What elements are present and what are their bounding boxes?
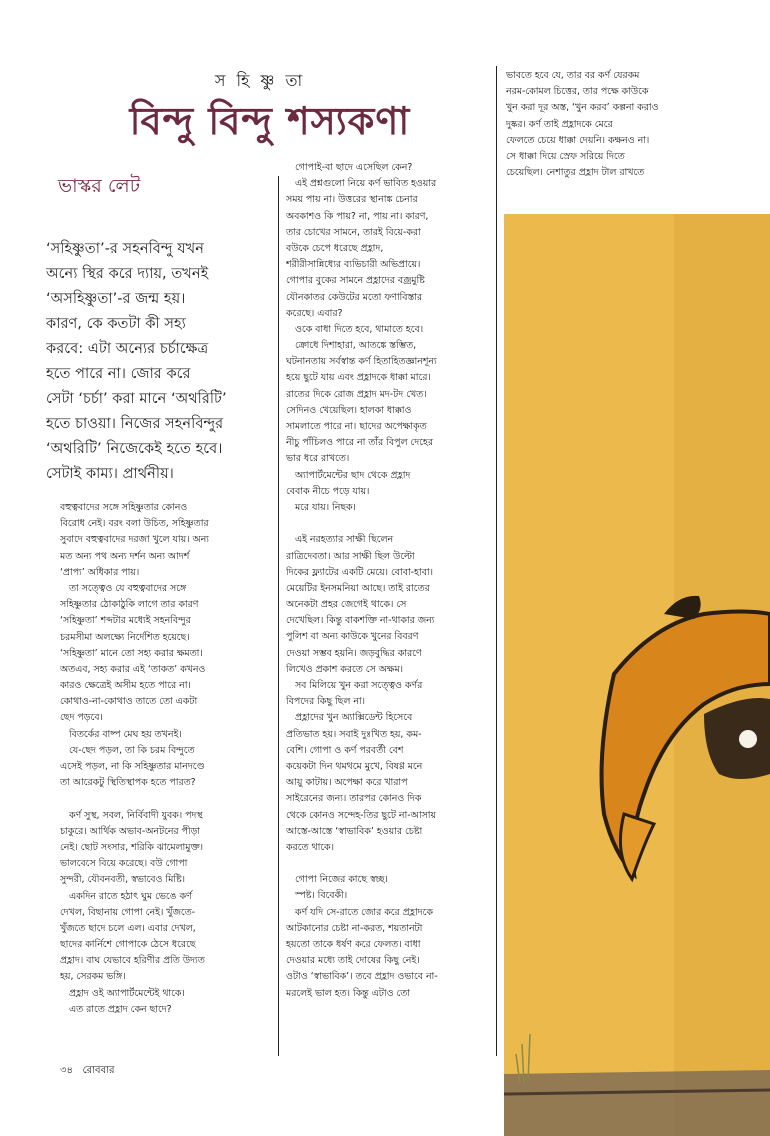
- pull-quote-line: কারণ, কে কতটা কী সহ্য: [46, 315, 186, 332]
- body-text-line: বউকে চেপে ধরেছে প্রহ্লাদ,: [286, 242, 384, 254]
- body-text-line: এসেই পড়ল, না কি সহিষ্ণুতার মানদণ্ডে: [60, 761, 205, 772]
- body-text-line: তা সত্ত্বেও যে বহুত্ববাদের সঙ্গে: [60, 582, 187, 594]
- author-byline: ভাস্কর লেট: [58, 175, 141, 197]
- body-text-line: যে-ছেদ পড়ল, তা কি চরম বিন্দুতে: [60, 744, 195, 756]
- body-text-line: কর্ণ যদি সে-রাতে জোর করে প্রহ্লাদকে: [286, 906, 433, 918]
- body-text-line: হয়ে ছুটে যায় এবং প্রহ্লাদকে ধাক্কা মারে।: [286, 372, 431, 384]
- body-text-line: হয়তো তাকে ধর্ষণ করে ফেলত। বাধা: [286, 939, 421, 950]
- body-text-line: বিতর্কের বাষ্প মেঘ হয় তখনই।: [60, 728, 182, 740]
- body-text-line: কর্ণ সুস্থ, সবল, নির্বিবাদী যুবক। পদস্থ: [60, 809, 203, 821]
- body-text-line: বেশি। গোপা ও কর্ণ পরবর্তী বেশ: [286, 744, 404, 756]
- pull-quote-line: ‘সহিষ্ণুতা’-র সহনবিন্দু যখন: [46, 240, 204, 257]
- body-column-3: [506, 68, 731, 181]
- column-divider: [496, 66, 497, 1056]
- body-text-line: ফেলতে চেয়ে ধাক্কা দেয়নি। কক্ষনও না।: [506, 134, 650, 146]
- body-text-line: মত অন্য পথ অন্য দর্শন অন্য আদর্শ: [60, 550, 190, 562]
- body-text-line: কয়েকটা দিন থমথমে মুখে, বিষণ্ণ মনে: [286, 760, 423, 772]
- body-text-line: সহিষ্ণুতার ঠোকাঠুকি লাগে তার কারণ: [60, 599, 199, 611]
- body-text-line: প্রহ্লাদের খুন অ্যাক্সিডেন্ট হিসেবে: [286, 712, 413, 724]
- body-text-line: বেবাক নীচে পড়ে যায়।: [286, 485, 370, 497]
- body-text-line: করেছে। এবার?: [286, 307, 343, 319]
- body-text-line: দিকের ফ্ল্যাটের একটি মেয়ে। বোবা-হাবা।: [286, 566, 433, 578]
- body-text-line: নেই। ছোট সংসার, শরিকি ঝামেলামুক্ত।: [60, 841, 203, 853]
- body-text-line: একদিন রাতে হঠাৎ ঘুম ভেঙে কর্ণ: [60, 890, 192, 902]
- body-text-line: তার চোখের সামনে, তারই বিয়ে-করা: [286, 226, 421, 238]
- body-text-line: শরীরীসান্নিধ্যের ব্যভিচারী অভিপ্রায়ে।: [286, 259, 421, 271]
- article-headline: বিন্দু বিন্দু শস্যকণা: [129, 98, 411, 143]
- body-text-line: সময় পায় না। উত্তরের স্থানাঙ্ক চেনার: [286, 194, 418, 206]
- body-text-line: কোথাও-না-কোথাও তাতে তো একটা: [60, 696, 198, 708]
- body-text-line: মেয়েটির ইনসমনিয়া আছে। তাই রাতের: [286, 582, 430, 594]
- publication-name: রোববার: [82, 1065, 115, 1076]
- body-text-line: লিখেও প্রকাশ করতে সে অক্ষম।: [286, 663, 404, 675]
- wall-mural-photo: [504, 214, 770, 1136]
- body-text-line: পুলিশ বা অন্য কাউকে খুনের বিবরণ: [286, 631, 419, 643]
- pull-quote-line: ‘অসহিষ্ণুতা’-র জন্ম হয়।: [46, 290, 186, 307]
- photo-illustration: [504, 214, 770, 1136]
- page-footer: [60, 1063, 115, 1080]
- body-text-line: বহুত্ববাদের সঙ্গে সহিষ্ণুতার কোনও: [60, 502, 188, 513]
- pull-quote-line: করবে: এটা অন্যের চর্চাক্ষেত্র: [46, 340, 209, 357]
- pull-quote-line: সেটাই কাম্য। প্রার্থনীয়।: [46, 465, 174, 482]
- body-text-line: ভার ধরে রাখতে।: [286, 453, 350, 465]
- body-text-line: ঘটনানতায় সর্বস্বান্ত কর্ণ হিতাহিতজ্ঞানশূন্য: [286, 356, 437, 368]
- body-text-line: অতএব, সহ্য করার এই ‘তাকত’ কখনও: [60, 663, 206, 675]
- body-text-line: দেখল, বিছানায় গোপা নেই। খুঁজতে-: [60, 906, 196, 918]
- body-text-line: ‘প্রাপ্য’ অধিকার পায়।: [60, 566, 140, 578]
- body-text-line: ‘সহিষ্ণুতা’ শব্দটার মধ্যেই সহনবিন্দুর: [60, 615, 191, 627]
- body-text-line: রাতের দিকে রোজ প্রহ্লাদ মদ-টদ খেত।: [286, 388, 427, 400]
- body-text-line: ভাবতে হবে যে, তার বর কর্ণ যেরকম: [506, 70, 640, 81]
- body-text-line: বিরোধ নেই। বরং বলা উচিত, সহিষ্ণুতার: [60, 518, 209, 530]
- body-text-line: গোপা নিজের কাছে স্বচ্ছ।: [286, 874, 388, 886]
- body-text-line: আয়ু কাটায়। অপেক্ষা করে খারাপ: [286, 777, 408, 789]
- body-text-line: প্রহ্লাদ ওই অ্যাপার্টমেন্টেই থাকে।: [60, 987, 185, 999]
- body-text-line: রাত্রিদেবতা। আর সাক্ষী ছিল উল্টো: [286, 550, 415, 562]
- body-text-line: ছেদ পড়বে।: [60, 712, 103, 724]
- body-text-line: খুন করা দূর অস্ত, ‘খুন করব’ কল্পনা করাও: [506, 102, 659, 114]
- body-text-line: সুন্দরী, যৌবনবতী, স্বভাবেও মিষ্টি।: [60, 874, 185, 886]
- column-divider: [278, 176, 279, 1056]
- body-text-line: মরলেই ভাল হত। কিন্তু এটাও তো: [286, 987, 411, 999]
- pull-quote-line: ‘অথরিটি’ নিজেকেই হতে হবে।: [46, 440, 223, 457]
- pull-quote-line: হতে পারে না। জোর করে: [46, 365, 191, 382]
- section-kicker: স হি ষ্ণু তা: [214, 71, 306, 90]
- body-text-line: ওটাও ‘স্বাভাবিক’। তবে প্রহ্লাদ ওভাবে না-: [286, 971, 438, 983]
- body-text-line: অবকাশও কি পায়? না, পায় না। কারণ,: [286, 210, 429, 222]
- body-text-line: দুষ্কর। কর্ণ তাই প্রহ্লাদকে মেরে: [506, 118, 613, 130]
- body-text-line: সে ধাক্কা দিয়ে স্রেফ সরিয়ে দিতে: [506, 150, 625, 162]
- body-text-line: গোপার বুকের সামনে প্রহ্লাদের বজ্রমুষ্টি: [286, 275, 425, 287]
- body-text-line: ক্রোধে দিশাহারা, আতঙ্কে স্তম্ভিত,: [286, 340, 417, 352]
- body-text-line: সব মিলিয়ে খুন করা সত্ত্বেও কর্ণর: [286, 680, 423, 691]
- body-text-line: চরমসীমা অলক্ষ্যে নির্দেশিত হয়েছে।: [60, 631, 190, 643]
- body-text-line: চাকুরে। আর্থিক অভাব-অনটনের পীড়া: [60, 825, 201, 837]
- body-text-line: আটকানোর চেষ্টা না-করত, শয়তানটা: [286, 922, 423, 934]
- body-text-line: মরে যায়। নিছক।: [286, 501, 356, 513]
- body-text-line: সেদিনও খেয়েছিল। হালকা ধাক্কাও: [286, 404, 412, 416]
- body-text-line: [286, 856, 486, 872]
- body-text-line: কারও ক্ষেত্রেই অসীম হতে পারে না।: [60, 680, 191, 692]
- body-text-line: ছাদের কার্নিশে গোপাকে ঠেসে ধরেছে: [60, 939, 196, 951]
- body-text-line: সাইরেনের জন্য। তারপর কোনও দিক: [286, 793, 422, 805]
- body-text-line: নরম-কোমল চিত্তের, তার পক্ষে কাউকে: [506, 86, 649, 98]
- page-number: ৩৪: [60, 1065, 73, 1076]
- pull-quote-line: অন্যে স্থির করে দ্যায়, তখনই: [46, 265, 209, 282]
- body-text-line: অনেকটা প্রহর জেগেই থাকে। সে: [286, 599, 407, 611]
- body-text-line: ‘সহিষ্ণুতা’ মানে তো সহ্য করার ক্ষমতা।: [60, 647, 203, 659]
- body-text-line: থেকে কোনও সন্দেহ-তির ছুটে না-আসায়: [286, 809, 436, 821]
- body-text-line: এত রাতে প্রহ্লাদ কেন ছাদে?: [60, 1003, 172, 1015]
- body-text-line: করতে থাকে।: [286, 841, 334, 853]
- body-column-1: [60, 500, 270, 1018]
- body-text-line: সামলাতে পারে না। ছাদের অপেক্ষাকৃত: [286, 421, 427, 432]
- body-text-line: এই প্রশ্নগুলো নিয়ে কর্ণ ভাবিত হওয়ার: [286, 178, 437, 190]
- body-text-line: তা আরেকটু স্থিতিস্থাপক হতে পারত?: [60, 777, 196, 789]
- body-text-line: [286, 516, 486, 532]
- pull-quote-line: সেটা ‘চর্চা’ করা মানে ‘অথরিটি’: [46, 390, 227, 407]
- body-text-line: হয়, সেরকম ভঙ্গি।: [60, 971, 126, 983]
- body-text-line: প্রহ্লাদ। বাঘ যেভাবে হরিণীর প্রতি উদ্যত: [60, 955, 205, 967]
- pull-quote-line: হতে চাওয়া। নিজের সহনবিন্দুর: [46, 415, 224, 432]
- body-text-line: এই নরহত্যার সাক্ষী ছিলেন: [286, 534, 394, 546]
- body-text-line: দেওয়ার মধ্যে তাই দোষের কিছু নেই।: [286, 955, 420, 967]
- body-text-line: ভালবেসে বিয়ে করেছে। বউ গোপা: [60, 858, 188, 870]
- body-text-line: ওকে বাধা দিতে হবে, থামাতে হবে।: [286, 323, 424, 335]
- body-text-line: দেখেছিল। কিন্তু বাকশক্তি না-থাকার জন্য: [286, 615, 435, 627]
- body-text-line: খুঁজতে ছাদে চলে এল। এবার দেখল,: [60, 922, 196, 934]
- body-text-line: চেয়েছিল। নেশাতুর প্রহ্লাদ টাল রাখতে: [506, 167, 645, 179]
- body-text-line: যৌনকাতর কেউটের মতো ফণাবিস্তার: [286, 291, 423, 303]
- body-column-2: [286, 160, 486, 1002]
- body-text-line: স্পষ্ট। বিবেকী।: [286, 890, 348, 902]
- body-text-line: দেওয়া সম্ভব হয়নি। জড়বুদ্ধির কারণে: [286, 647, 422, 659]
- body-text-line: সুবাদে বহুত্ববাদের দরজা খুলে যায়। অন্য: [60, 534, 209, 546]
- body-text-line: আস্তে-আস্তে ‘স্বাভাবিক’ হওয়ার চেষ্টা: [286, 825, 423, 837]
- body-text-line: প্রতিভাত হয়। সবাই দুঃখিত হয়, কম-: [286, 728, 422, 740]
- body-text-line: নীচু পাঁচিলও পারে না তাঁর বিপুল দেহের: [286, 437, 433, 449]
- body-text-line: অ্যাপার্টমেন্টের ছাদ থেকে প্রহ্লাদ: [286, 469, 411, 481]
- body-text-line: [60, 791, 270, 807]
- pull-quote: [46, 236, 278, 486]
- body-text-line: গোপাই-বা ছাদে এসেছিল কেন?: [286, 162, 413, 173]
- body-text-line: বিপদের কিছু ছিল না।: [286, 696, 365, 708]
